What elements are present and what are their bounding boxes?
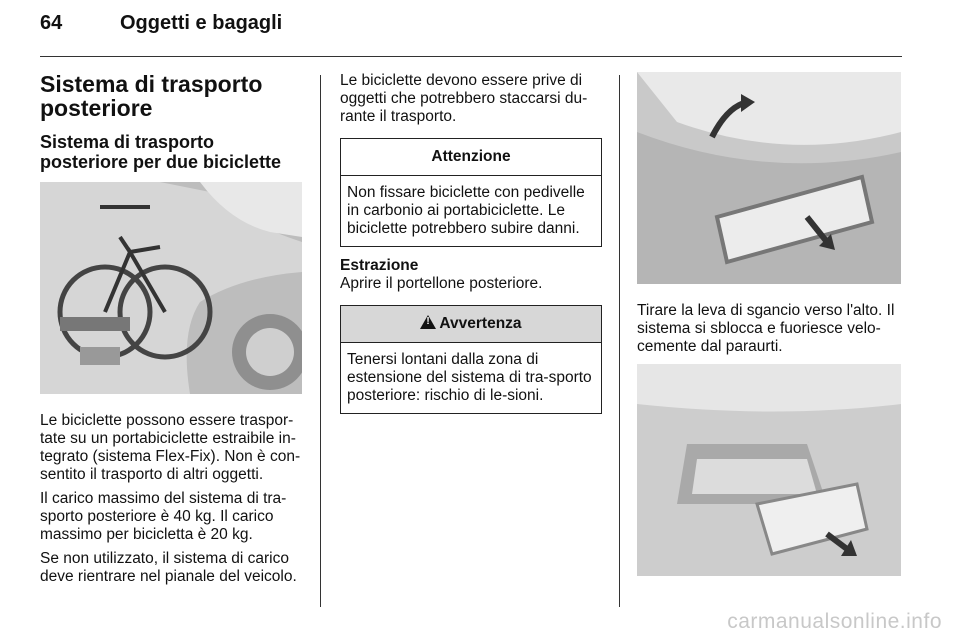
- caution-text: Non fissare biciclette con pedivelle in carbonio ai portabiciclette. Le biciclette potrebbero subire danni.: [347, 184, 585, 237]
- watermark: carmanualsonline.info: [727, 610, 942, 633]
- section-subheading: Sistema di trasporto posteriore per due biciclette: [40, 132, 282, 172]
- bike-carrier-illustration: [40, 182, 302, 394]
- column-divider-1: [320, 75, 321, 607]
- warning-title: Avvertenza: [439, 315, 522, 332]
- warning-icon: [420, 315, 436, 329]
- page-header: [40, 12, 902, 57]
- warning-text: Tenersi lontani dalla zona di estensione del sistema di tra-sporto posteriore: rischio di le-sioni.: [347, 351, 592, 404]
- column-divider-2: [619, 75, 620, 607]
- paragraph-3: Se non utilizzato, il sistema di carico deve rientrare nel pianale del veicolo.: [40, 550, 297, 585]
- intro-paragraph: Le biciclette devono essere prive di oggetti che potrebbero staccarsi du-rante il trasporto.: [340, 72, 588, 125]
- paragraph-2: Il carico massimo del sistema di tra-sporto posteriore è 40 kg. Il carico massimo per bicicletta è 20 kg.: [40, 490, 287, 543]
- extraction-title: Estrazione: [340, 257, 419, 274]
- column-2: [340, 72, 602, 424]
- col3-paragraph: Tirare la leva di sgancio verso l'alto. Il sistema si sblocca e fuoriesce velo-cemente dal paraurti.: [637, 302, 895, 355]
- page-number: 64: [40, 12, 63, 34]
- paragraph-1: Le biciclette possono essere traspor-tate su un portabiciclette estraibile in-tegrato (sistema Flex-Fix). Non è con-sentito il trasporto di altri oggetti.: [40, 412, 301, 483]
- chapter-title: Oggetti e bagagli: [120, 12, 283, 34]
- caution-title: Attenzione: [341, 139, 601, 176]
- section-heading: Sistema di trasporto posteriore: [40, 71, 263, 121]
- column-3: [637, 72, 901, 576]
- warning-header: [341, 306, 601, 343]
- column-1: [40, 72, 302, 592]
- extending-carrier-illustration: [637, 364, 901, 576]
- release-lever-illustration: [637, 72, 901, 284]
- extraction-text: Aprire il portellone posteriore.: [340, 275, 543, 292]
- caution-box: [340, 138, 602, 247]
- warning-box: [340, 305, 602, 414]
